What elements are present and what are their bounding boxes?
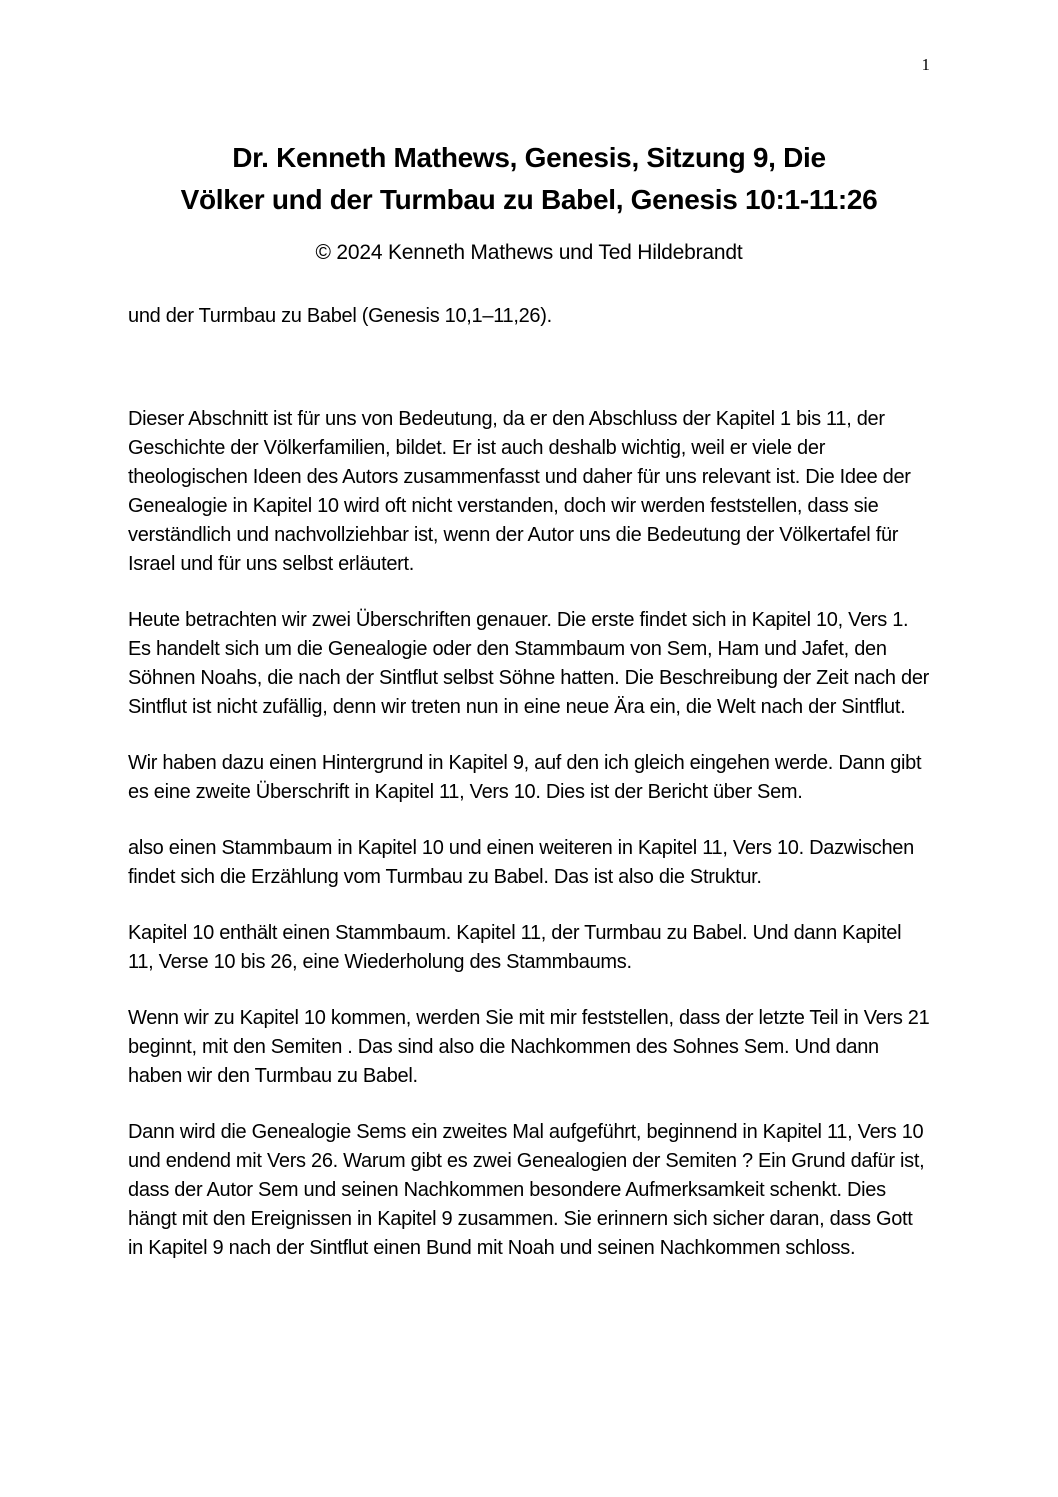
paragraph: Wir haben dazu einen Hintergrund in Kapitel 9, auf den ich gleich eingehen werde. Dann gibt es eine zweite Überschrift in Kapitel 11, Vers 10. Dies ist der Bericht über Sem. bbox=[128, 751, 922, 803]
paragraph: Heute betrachten wir zwei Überschriften genauer. Die erste findet sich in Kapitel 10, Vers 1. Es handelt sich um die Genealogie oder den Stammbaum von Sem, Ham und Jafet, den Söhnen Noahs, die nach der Sintflut selbst Söhne hatten. Die Beschreibung der Zeit nach der Sintflut ist nicht zufällig, denn wir treten nun in eine neue Ära ein, die Welt nach der Sintflut. bbox=[128, 608, 930, 718]
paragraph: Dieser Abschnitt ist für uns von Bedeutung, da er den Abschluss der Kapitel 1 bis 11, der Geschichte der Völkerfamilien, bildet. Er ist auch deshalb wichtig, weil er viele der theologischen Ideen des Autors zusammenfasst und daher für uns relevant ist. Die Idee der Genealogie in Kapitel 10 wird oft nicht verstanden, doch wir werden feststellen, dass sie verständlich und nachvollziehbar ist, wenn der Autor uns die Bedeutung der Völkertafel für Israel und für uns selbst erläutert. bbox=[128, 407, 911, 575]
paragraph: Dann wird die Genealogie Sems ein zweites Mal aufgeführt, beginnend in Kapitel 11, Vers 10 und endend mit Vers 26. Warum gibt es zwei Genealogien der Semiten ? Ein Grund dafür ist, dass der Autor Sem und seinen Nachkommen besondere Aufmerksamkeit schenkt. Dies hängt mit den Ereignissen in Kapitel 9 zusammen. Sie erinnern sich sicher daran, dass Gott in Kapitel 9 nach der Sintflut einen Bund mit Noah und seinen Nachkommen schloss. bbox=[128, 1120, 925, 1259]
copyright-line: © 2024 Kenneth Mathews und Ted Hildebrandt bbox=[315, 240, 743, 264]
document-title-line-2: Völker und der Turmbau zu Babel, Genesis 10:1-11:26 bbox=[180, 184, 878, 215]
paragraph-intro: und der Turmbau zu Babel (Genesis 10,1–11,26). bbox=[128, 304, 552, 327]
paragraph: Wenn wir zu Kapitel 10 kommen, werden Sie mit mir feststellen, dass der letzte Teil in Vers 21 beginnt, mit den Semiten . Das sind also die Nachkommen des Sohnes Sem. Und dann haben wir den Turmbau zu Babel. bbox=[128, 1006, 930, 1087]
document-title-line-1: Dr. Kenneth Mathews, Genesis, Sitzung 9, Die bbox=[232, 142, 826, 173]
document-body bbox=[128, 302, 930, 1263]
page-number: 1 bbox=[921, 55, 930, 74]
paragraph: also einen Stammbaum in Kapitel 10 und einen weiteren in Kapitel 11, Vers 10. Dazwischen findet sich die Erzählung vom Turmbau zu Babel. Das ist also die Struktur. bbox=[128, 836, 914, 888]
paragraph: Kapitel 10 enthält einen Stammbaum. Kapitel 11, der Turmbau zu Babel. Und dann Kapitel 11, Verse 10 bis 26, eine Wiederholung des Stammbaums. bbox=[128, 921, 902, 973]
document-title bbox=[128, 137, 930, 221]
